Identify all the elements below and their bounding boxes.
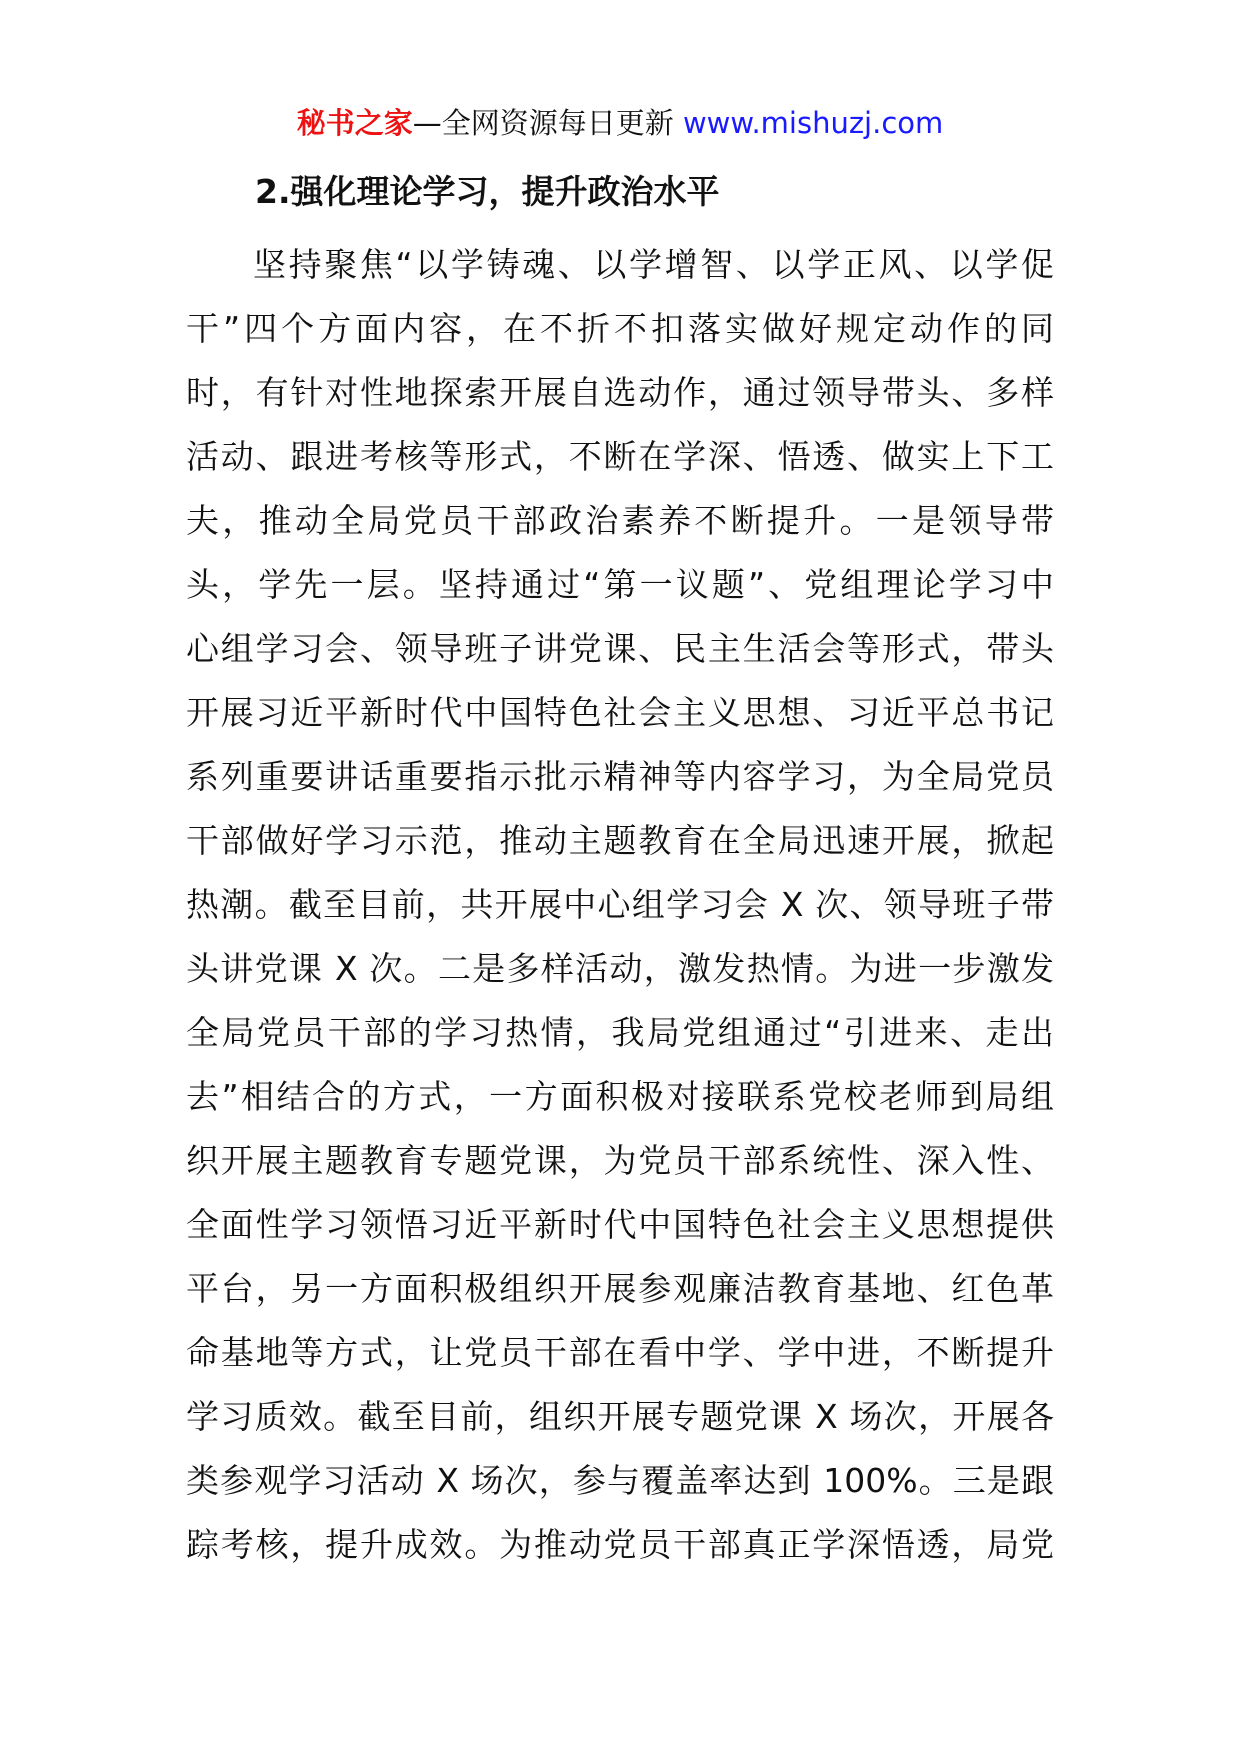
paragraph-line: 全面性学习领悟习近平新时代中国特色社会主义思想提供 [186, 1205, 1054, 1244]
paragraph-line: 学习质效。截至目前，组织开展专题党课 X 场次，开展各 [186, 1397, 1054, 1436]
paragraph-line: 平台，另一方面积极组织开展参观廉洁教育基地、红色革 [186, 1269, 1054, 1308]
header-brand: 秘书之家 [296, 106, 413, 140]
paragraph-line: 热潮。截至目前，共开展中心组学习会 X 次、领导班子带 [186, 885, 1054, 924]
paragraph-line: 命基地等方式，让党员干部在看中学、学中进，不断提升 [186, 1333, 1054, 1372]
paragraph-line: 头讲党课 X 次。二是多样活动，激发热情。为进一步激发 [186, 949, 1054, 988]
paragraph-line: 干”四个方面内容，在不折不扣落实做好规定动作的同 [186, 309, 1054, 348]
paragraph-line: 活动、跟进考核等形式，不断在学深、悟透、做实上下工 [186, 437, 1054, 476]
paragraph-line: 干部做好学习示范，推动主题教育在全局迅速开展，掀起 [186, 821, 1054, 860]
page-header [0, 103, 1240, 143]
paragraph-line: 织开展主题教育专题党课，为党员干部系统性、深入性、 [186, 1141, 1054, 1180]
section-heading: 2.强化理论学习，提升政治水平 [255, 172, 720, 211]
paragraph-line: 踪考核，提升成效。为推动党员干部真正学深悟透，局党 [186, 1525, 1054, 1564]
paragraph-line: 头，学先一层。坚持通过“第一议题”、党组理论学习中 [186, 565, 1054, 604]
paragraph-line: 开展习近平新时代中国特色社会主义思想、习近平总书记 [186, 693, 1054, 732]
header-tagline: —全网资源每日更新 [412, 106, 674, 140]
header-url-link[interactable]: www.mishuzj.com [682, 106, 944, 140]
paragraph-line: 坚持聚焦“以学铸魂、以学增智、以学正风、以学促 [253, 245, 1054, 284]
paragraph-line: 时，有针对性地探索开展自选动作，通过领导带头、多样 [186, 373, 1054, 412]
paragraph-line: 夫，推动全局党员干部政治素养不断提升。一是领导带 [186, 501, 1054, 540]
paragraph-line: 去”相结合的方式，一方面积极对接联系党校老师到局组 [186, 1077, 1054, 1116]
paragraph-line: 心组学习会、领导班子讲党课、民主生活会等形式，带头 [186, 629, 1054, 668]
paragraph-line: 系列重要讲话重要指示批示精神等内容学习，为全局党员 [186, 757, 1054, 796]
paragraph-line: 全局党员干部的学习热情，我局党组通过“引进来、走出 [186, 1013, 1054, 1052]
paragraph-line: 类参观学习活动 X 场次，参与覆盖率达到 100%。三是跟 [186, 1461, 1054, 1500]
body-paragraph [186, 233, 1054, 1577]
